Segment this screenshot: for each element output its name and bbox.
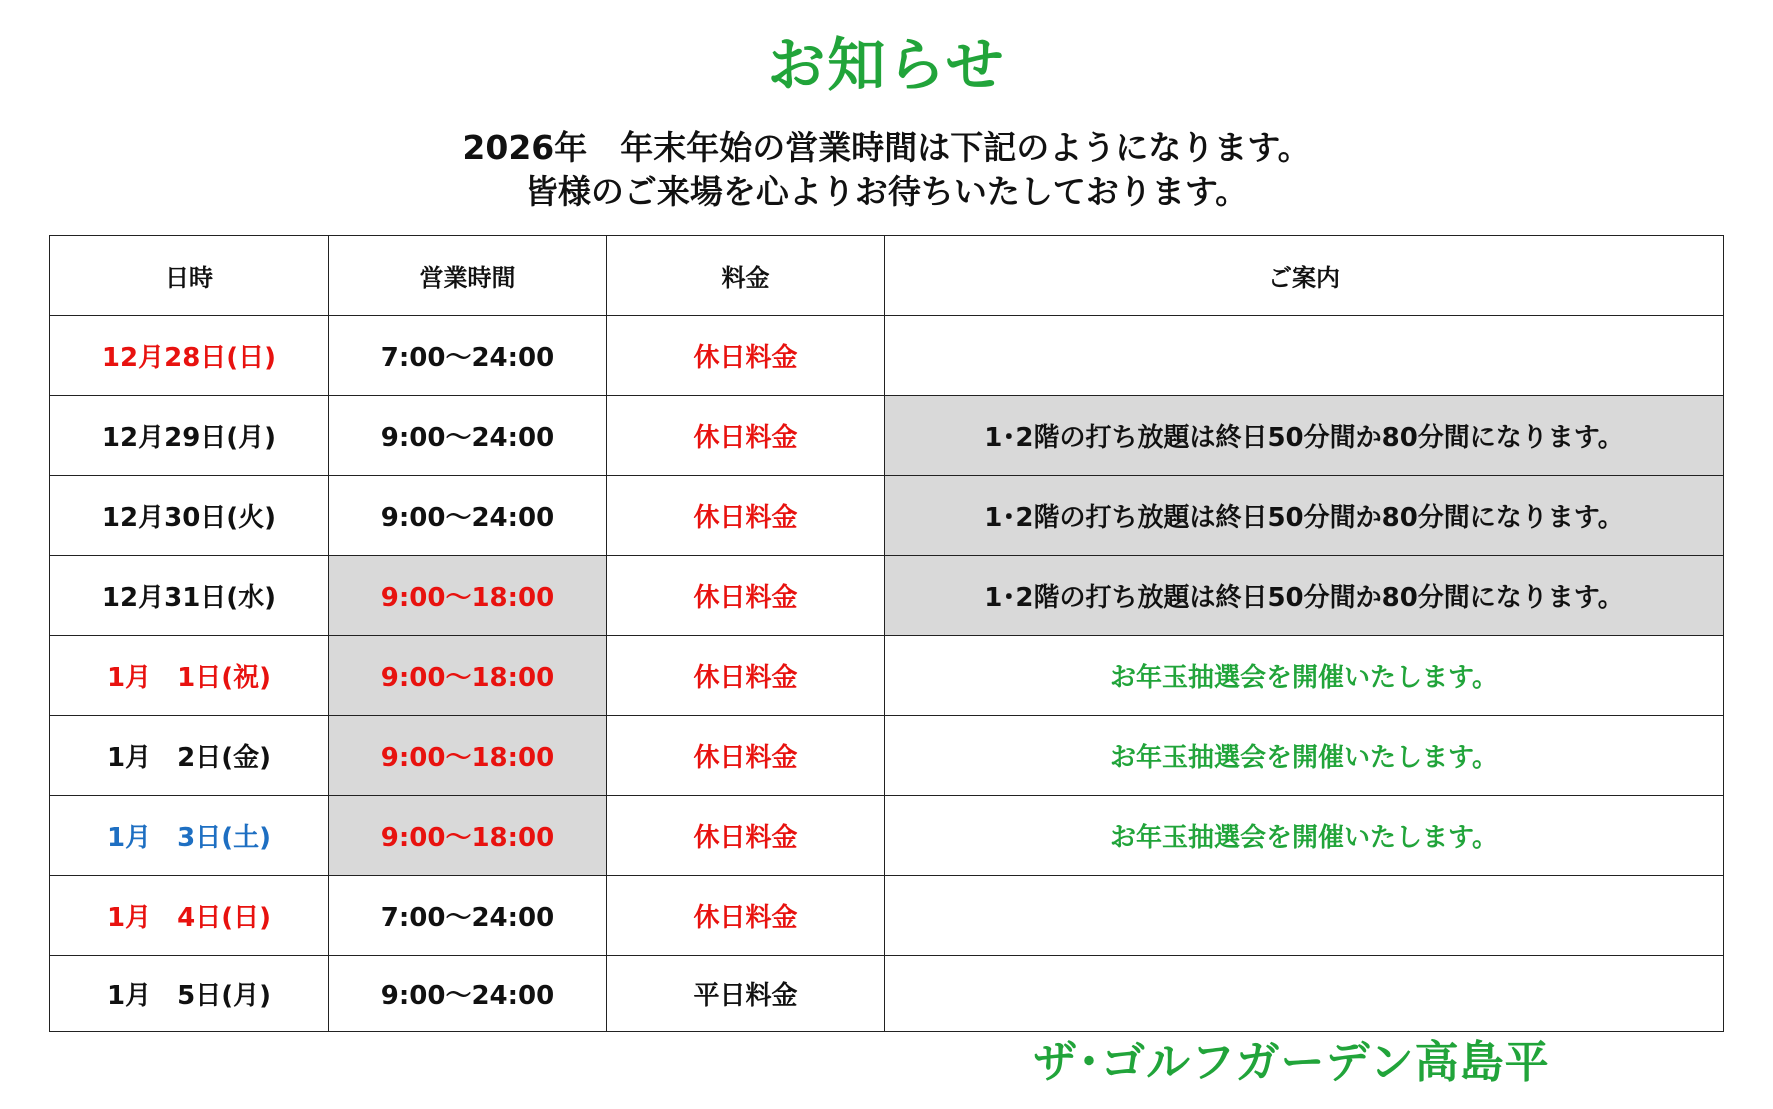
note-cell: 1･2階の打ち放題は終日50分間か80分間になります。	[885, 476, 1724, 556]
date-cell: 12月28日(日)	[50, 316, 329, 396]
note-cell	[885, 876, 1724, 956]
store-name: ザ･ゴルフガーデン高島平	[1033, 1037, 1550, 1088]
header-note: ご案内	[885, 236, 1724, 316]
table-row	[50, 636, 1724, 716]
hours-cell: 9:00～24:00	[329, 396, 607, 476]
price-cell: 平日料金	[607, 956, 885, 1032]
date-cell: 12月29日(月)	[50, 396, 329, 476]
table-row	[50, 396, 1724, 476]
date-cell: 1月 5日(月)	[50, 956, 329, 1032]
date-cell: 12月31日(水)	[50, 556, 329, 636]
header-hours: 営業時間	[329, 236, 607, 316]
price-cell: 休日料金	[607, 396, 885, 476]
note-cell: お年玉抽選会を開催いたします。	[885, 796, 1724, 876]
date-cell: 1月 4日(日)	[50, 876, 329, 956]
hours-cell: 9:00～18:00	[329, 636, 607, 716]
note-cell: お年玉抽選会を開催いたします。	[885, 636, 1724, 716]
hours-cell: 9:00～18:00	[329, 556, 607, 636]
table-row	[50, 716, 1724, 796]
table-header-row	[50, 236, 1724, 316]
note-cell: 1･2階の打ち放題は終日50分間か80分間になります。	[885, 556, 1724, 636]
note-cell	[885, 956, 1724, 1032]
note-cell: お年玉抽選会を開催いたします。	[885, 716, 1724, 796]
hours-cell: 7:00～24:00	[329, 876, 607, 956]
table-row	[50, 476, 1724, 556]
schedule-table	[49, 235, 1724, 1032]
hours-cell: 9:00～24:00	[329, 476, 607, 556]
table-row	[50, 876, 1724, 956]
date-cell: 1月 3日(土)	[50, 796, 329, 876]
date-cell: 12月30日(火)	[50, 476, 329, 556]
hours-cell: 9:00～18:00	[329, 796, 607, 876]
intro-message	[0, 126, 1773, 214]
intro-line-1: 2026年 年末年始の営業時間は下記のようになります。	[462, 128, 1311, 167]
price-cell: 休日料金	[607, 476, 885, 556]
header-price: 料金	[607, 236, 885, 316]
page-title: お知らせ	[767, 31, 1006, 99]
table-row	[50, 556, 1724, 636]
price-cell: 休日料金	[607, 716, 885, 796]
table-row	[50, 956, 1724, 1032]
hours-cell: 9:00～24:00	[329, 956, 607, 1032]
price-cell: 休日料金	[607, 636, 885, 716]
header-date: 日時	[50, 236, 329, 316]
date-cell: 1月 1日(祝)	[50, 636, 329, 716]
table-row	[50, 316, 1724, 396]
table-row	[50, 796, 1724, 876]
price-cell: 休日料金	[607, 556, 885, 636]
price-cell: 休日料金	[607, 796, 885, 876]
intro-line-2: 皆様のご来場を心よりお待ちいたしております。	[524, 172, 1249, 211]
note-cell	[885, 316, 1724, 396]
hours-cell: 7:00～24:00	[329, 316, 607, 396]
date-cell: 1月 2日(金)	[50, 716, 329, 796]
price-cell: 休日料金	[607, 316, 885, 396]
hours-cell: 9:00～18:00	[329, 716, 607, 796]
note-cell: 1･2階の打ち放題は終日50分間か80分間になります。	[885, 396, 1724, 476]
price-cell: 休日料金	[607, 876, 885, 956]
